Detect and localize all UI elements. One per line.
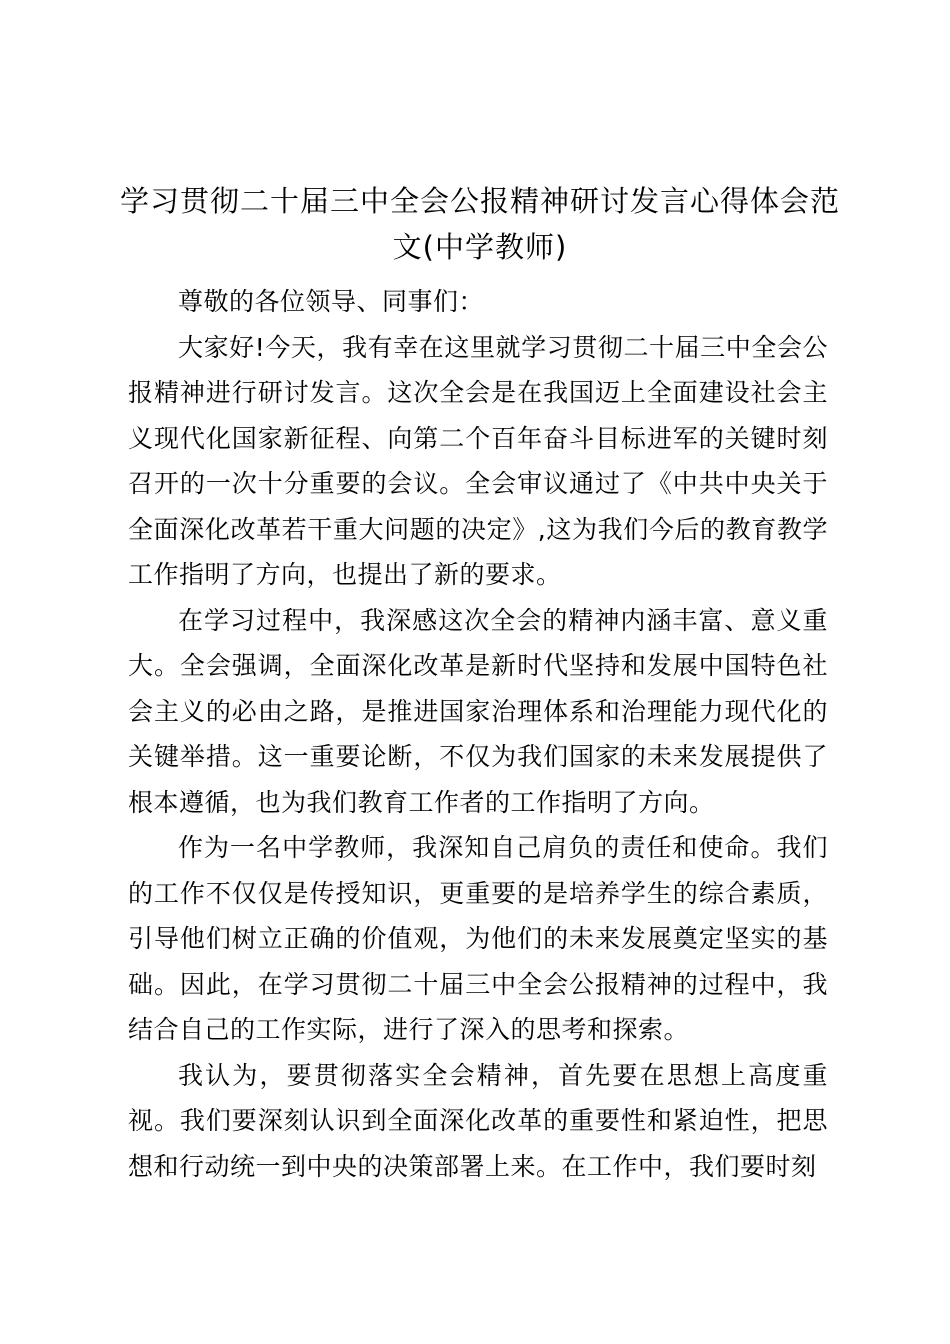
document-body: [128, 279, 828, 1189]
paragraph-2: 在学习过程中，我深感这次全会的精神内涵丰富、意义重大。全会强调，全面深化改革是新时代坚持和发展中国特色社会主义的必由之路，是推进国家治理体系和治理能力现代化的关键举措。这一重要论断，不仅为我们国家的未来发展提供了根本遵循，也为我们教育工作者的工作指明了方向。: [128, 605, 828, 817]
paragraph-4: 我认为，要贯彻落实全会精神，首先要在思想上高度重视。我们要深刻认识到全面深化改革的重要性和紧迫性，把思想和行动统一到中央的决策部署上来。在工作中，我们要时刻: [128, 1060, 828, 1181]
document-title: 学习贯彻二十届三中全会公报精神研讨发言心得体会范文(中学教师): [120, 184, 841, 264]
salutation: 尊敬的各位领导、同事们：: [178, 287, 485, 316]
paragraph-3: 作为一名中学教师，我深知自己肩负的责任和使命。我们的工作不仅仅是传授知识，更重要的是培养学生的综合素质，引导他们树立正确的价值观，为他们的未来发展奠定坚实的基础。因此，在学习贯彻二十届三中全会公报精神的过程中，我结合自己的工作实际，进行了深入的思考和探索。: [128, 833, 828, 1044]
paragraph-1: 大家好!今天，我有幸在这里就学习贯彻二十届三中全会公报精神进行研讨发言。这次全会是在我国迈上全面建设社会主义现代化国家新征程、向第二个百年奋斗目标进军的关键时刻召开的一次十分重要的会议。全会审议通过了《中共中央关于全面深化改革若干重大问题的决定》,这为我们今后的教育教学工作指明了方向，也提出了新的要求。: [128, 332, 828, 589]
